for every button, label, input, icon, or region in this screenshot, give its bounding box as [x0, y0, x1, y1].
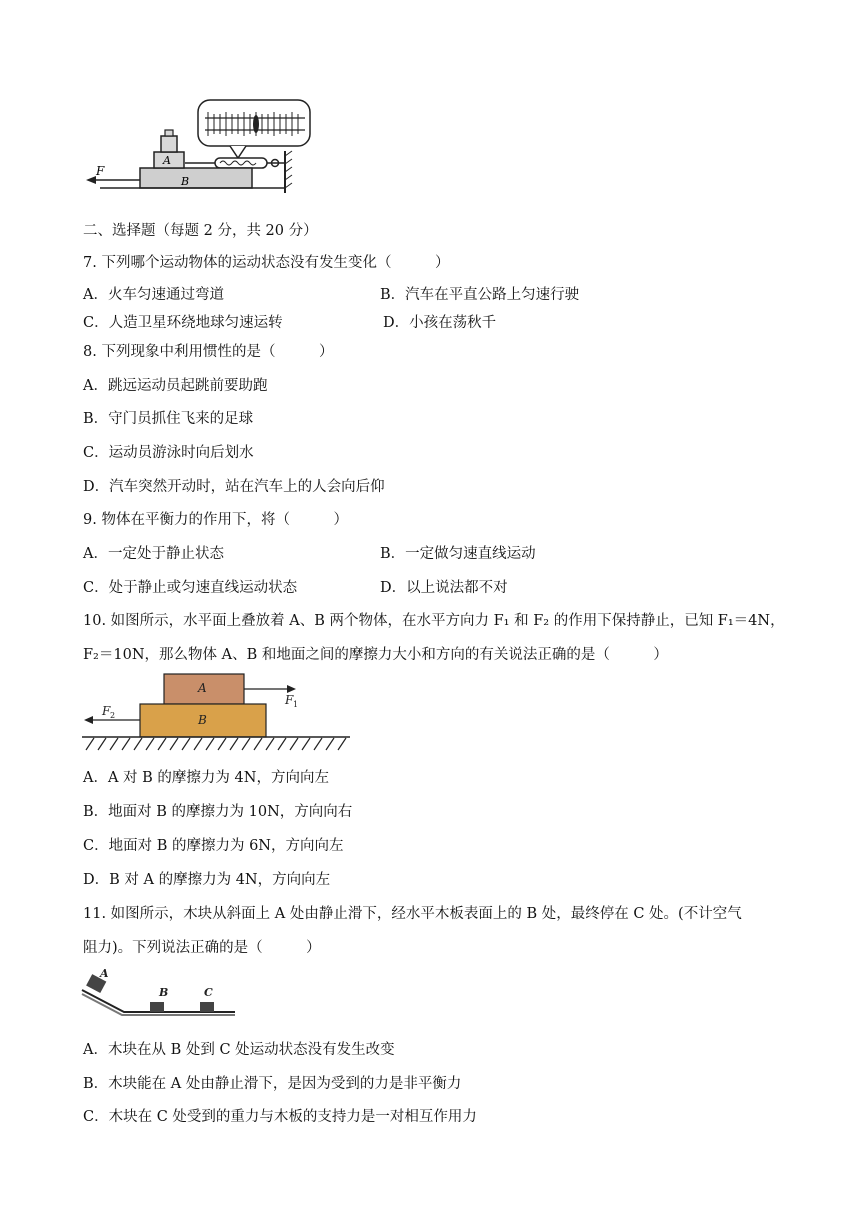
figure-spring-scale: [80, 96, 320, 196]
q9-option-a: A．一定处于静止状态: [83, 546, 224, 562]
q9-option-c: C．处于静止或匀速直线运动状态: [83, 580, 298, 596]
label-F1: F: [285, 693, 294, 707]
q11-stem-line1: 11. 如图所示，木块从斜面上 A 处由静止滑下，经水平木板表面上的 B 处，最终停在 C 处。(不计空气: [83, 906, 742, 922]
label-F1-sub: 1: [293, 700, 299, 709]
q10-option-a: A．A 对 B 的摩擦力为 4N，方向向左: [83, 770, 329, 786]
label-A: A: [198, 681, 207, 695]
q11-option-c: C．木块在 C 处受到的重力与木板的支持力是一对相互作用力: [83, 1109, 477, 1125]
q7-option-d: D．小孩在荡秋千: [383, 315, 497, 331]
label-A: A: [100, 967, 109, 980]
label-F2-sub: 2: [110, 711, 116, 720]
q10-option-b: B．地面对 B 的摩擦力为 10N，方向向右: [83, 804, 353, 820]
q7-stem: 7. 下列哪个运动物体的运动状态没有发生变化（ ）: [83, 255, 450, 271]
q11-stem-line2: 阻力)。下列说法正确的是（ ）: [83, 940, 321, 956]
section-heading: 二、选择题（每题 2 分，共 20 分）: [83, 223, 318, 239]
q8-option-a: A．跳远运动员起跳前要助跑: [83, 378, 268, 394]
q8-option-d: D．汽车突然开动时，站在汽车上的人会向后仰: [83, 479, 385, 495]
q9-option-b: B．一定做匀速直线运动: [380, 546, 536, 562]
label-B: B: [159, 986, 169, 999]
q7-option-a: A．火车匀速通过弯道: [83, 287, 224, 303]
figure-stacked-blocks: [80, 670, 352, 752]
label-B: B: [198, 713, 207, 727]
label-F2: F: [102, 704, 111, 718]
q10-stem-line2: F₂＝10N，那么物体 A、B 和地面之间的摩擦力大小和方向的有关说法正确的是（ ）: [83, 647, 668, 663]
label-B: B: [181, 175, 190, 188]
q10-option-d: D．B 对 A 的摩擦力为 4N，方向向左: [83, 872, 331, 888]
q11-option-a: A．木块在从 B 处到 C 处运动状态没有发生改变: [83, 1042, 395, 1058]
label-A: A: [163, 154, 171, 167]
label-F: F: [96, 164, 105, 178]
figure-incline: [80, 966, 240, 1018]
q9-stem: 9. 物体在平衡力的作用下，将（ ）: [83, 512, 348, 528]
q8-stem: 8. 下列现象中利用惯性的是（ ）: [83, 344, 334, 360]
q10-stem-line1: 10. 如图所示，水平面上叠放着 A、B 两个物体，在水平方向力 F₁ 和 F₂ 的作用下保持静止，已知 F₁＝4N，: [83, 613, 785, 629]
q8-option-c: C．运动员游泳时向后划水: [83, 445, 254, 461]
q7-option-c: C．人造卫星环绕地球匀速运转: [83, 315, 283, 331]
label-C: C: [204, 986, 213, 999]
q8-option-b: B．守门员抓住飞来的足球: [83, 411, 254, 427]
q10-option-c: C．地面对 B 的摩擦力为 6N，方向向左: [83, 838, 344, 854]
q9-option-d: D．以上说法都不对: [380, 580, 508, 596]
q7-option-b: B．汽车在平直公路上匀速行驶: [380, 287, 580, 303]
q11-option-b: B．木块能在 A 处由静止滑下，是因为受到的力是非平衡力: [83, 1076, 462, 1092]
